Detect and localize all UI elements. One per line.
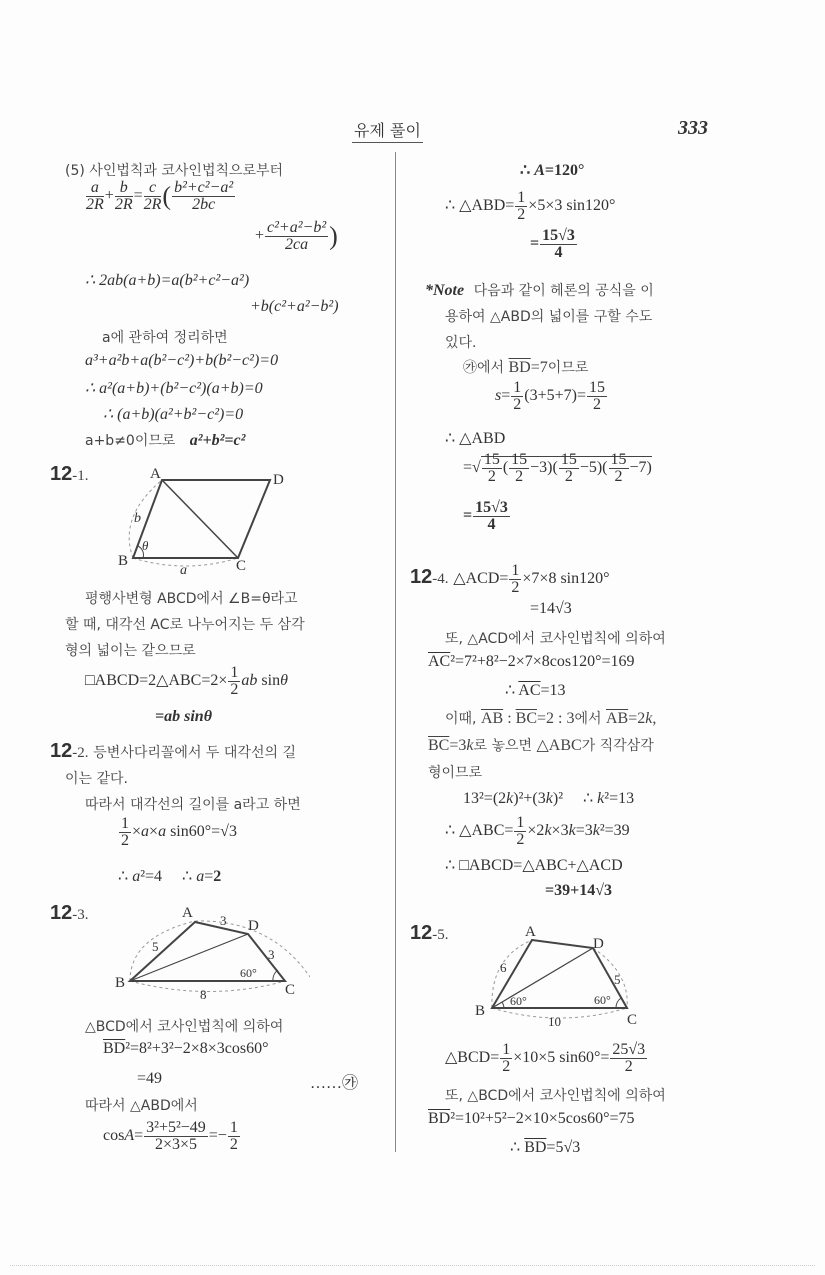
- part-label: (5): [65, 163, 85, 179]
- p12-5-eq2: $\overline{BD}^2=10^2+5^2-2\times 10\times 5\cos 60^\circ=75$: [428, 1110, 635, 1127]
- problem-number: 12: [50, 463, 73, 485]
- svg-text:3: 3: [268, 947, 275, 962]
- eq3: a³+a²b+a(b²−c²)+b(b²−c²)=0: [85, 352, 279, 369]
- problem-12-5-label: [410, 922, 449, 945]
- svg-text:60°: 60°: [240, 966, 257, 980]
- svg-text:3: 3: [220, 913, 227, 928]
- eq-2ab-cont: +b(c²+a²−b²): [250, 298, 339, 315]
- quadrilateral-figure-12-5: [470, 918, 640, 1030]
- problem-sub: -3.: [72, 907, 89, 923]
- p12-4-eq4: ∴ $\overline{AC}=13$: [505, 682, 566, 699]
- svg-text:C: C: [236, 558, 247, 574]
- svg-text:60°: 60°: [510, 994, 527, 1008]
- p12-5-text1: 또, △BCD에서 코사인법칙에 의하여: [445, 1088, 666, 1104]
- p12-4-text1: 또, △ACD에서 코사인법칙에 의하여: [445, 631, 666, 647]
- svg-text:D: D: [593, 936, 604, 952]
- heron-result: = $\frac{15√3}{4}$: [463, 499, 508, 533]
- note-text3: 있다.: [445, 335, 477, 351]
- quadrilateral-figure-12-3: [110, 897, 310, 1002]
- p12-2-eq1: $\frac{1}{2}$ ×a×a sin60°=√3: [121, 815, 237, 849]
- problem-12-4-label: [410, 563, 610, 596]
- p12-1-text1: 평행사변형 ABCD에서 ∠B=θ라고: [85, 591, 298, 607]
- p12-5-eq1: △BCD= $\frac{1}{2}$ ×10×5 sin60°= $\frac{25√3}{2}$: [445, 1041, 646, 1075]
- eq-area-ABD: ∴ △ABD= $\frac{1}{2}$ ×5×3 sin120°: [445, 189, 616, 223]
- p12-5-eq3: ∴ $\overline{BD}=5√3$: [510, 1139, 581, 1156]
- p12-4-eq6: ∴ △ABC= $\frac{1}{2}$ ×2k×3k=3k²=39: [445, 814, 630, 848]
- column-divider: [395, 152, 396, 1152]
- problem-sub: -2.: [72, 745, 89, 761]
- eq4: ∴ a²(a+b)+(b²−c²)(a+b)=0: [85, 380, 263, 397]
- heron-formula: =√ $\frac{15}{2}$ ( $\frac{15}{2}$ −3)( $\frac{15}{2}$ −5)( $\frac{15}{2}$ −7): [463, 451, 652, 485]
- svg-text:10: 10: [548, 1014, 561, 1029]
- eq5: ∴ (a+b)(a²+b²−c²)=0: [103, 406, 244, 423]
- conclusion-line: [85, 430, 245, 450]
- p12-3-eq2: =49: [137, 1070, 163, 1087]
- svg-text:6: 6: [500, 960, 507, 975]
- eq-2ab: ∴ 2ab(a+b)=a(b²+c²−a²): [85, 272, 250, 289]
- problem-number: 12: [50, 902, 73, 924]
- page-number: 333: [678, 117, 708, 139]
- p12-3-eq3: cosA= $\frac{\text{3²+5²−49}}{2\times 3\times 5}$ =− $\frac{1}{2}$: [103, 1119, 238, 1153]
- svg-text:C: C: [285, 982, 296, 998]
- note-text2: 용하여 △ABD의 넓이를 구할 수도: [445, 309, 653, 325]
- svg-text:b: b: [134, 511, 141, 526]
- p12-4-text2: 이때, $\overline{AB}$ : $\overline{BC}=2$ : 3에서 $\overline{AB}=2k$,: [445, 710, 657, 727]
- p12-4-eq7: ∴ □ABCD=△ABC+△ACD: [445, 857, 623, 874]
- problem-12-3-label: [50, 902, 89, 925]
- problem-12-1-label: [50, 463, 89, 486]
- law-equation: $\frac{a}{2R}$ + $\frac{b}{2R}$ = $\frac{c}{2R}$ ( $\frac{\text{b²+c²−a²}}{2bc}$: [86, 179, 234, 213]
- p12-3-eq1: $\overline{BD}^2=8^2+3^2-2\times 8\times 3\cos 60^\circ$: [103, 1040, 269, 1057]
- svg-text:8: 8: [200, 987, 207, 1002]
- p12-4-eq5: 13²=(2k)²+(3k)² ∴ k²=13: [463, 790, 635, 807]
- p12-4-text3: $\overline{BC}=3k$로 놓으면 △ABC가 직각삼각: [428, 737, 654, 754]
- p12-2-text1: 등변사다리꼴에서 두 대각선의 길: [93, 745, 296, 761]
- p12-4-eq1: △ACD= $\frac{1}{2}$ ×7×8 sin120°: [453, 562, 610, 596]
- p12-3-text2: 따라서 △ABD에서: [85, 1098, 198, 1114]
- p12-2-text3: 따라서 대각선의 길이를 a라고 하면: [85, 797, 301, 813]
- part5-intro: [65, 160, 283, 180]
- problem-sub: -4.: [432, 571, 449, 588]
- svg-text:A: A: [525, 924, 536, 940]
- problem-number: 12: [50, 740, 73, 762]
- heron-s: s= $\frac{1}{2}$ (3+5+7)= $\frac{15}{2}$: [495, 379, 605, 413]
- p12-2-text2: 이는 같다.: [65, 771, 128, 787]
- svg-text:60°: 60°: [594, 993, 611, 1007]
- p12-2-eq2: ∴ a²=4 ∴ a=2: [118, 868, 222, 885]
- p12-4-eq8: =39+14√3: [545, 882, 613, 899]
- p12-4-eq3: $\overline{AC}^2=7^2+8^2-2\times 7\times 8\cos 120^\circ=169$: [428, 653, 635, 670]
- svg-text:5: 5: [152, 939, 159, 954]
- p12-1-eq2: =ab sinθ: [155, 708, 212, 725]
- p12-1-eq1: □ABCD=2△ABC=2× $\frac{1}{2}$ ab sinθ: [85, 664, 288, 698]
- law-equation-cont: + $\frac{\text{c²+a²−b²}}{2ca}$ ): [255, 219, 338, 253]
- svg-text:θ: θ: [142, 538, 149, 553]
- problem-12-2-label: [50, 740, 296, 763]
- arrange-text: a에 관하여 정리하면: [102, 330, 228, 346]
- problem-number: 12: [410, 566, 433, 589]
- svg-text:B: B: [118, 553, 129, 569]
- problem-sub: -1.: [72, 468, 89, 484]
- note-text1: 다음과 같이 헤론의 공식을 이: [473, 283, 654, 299]
- svg-text:a: a: [180, 563, 187, 574]
- svg-text:A: A: [150, 466, 161, 482]
- eq-area-ABD-result: = $\frac{15√3}{4}$: [530, 227, 575, 261]
- svg-text:A: A: [182, 905, 193, 921]
- svg-text:C: C: [627, 1012, 638, 1028]
- conclusion: a²+b²=c²: [189, 432, 246, 449]
- p12-3-text1: △BCD에서 코사인법칙에 의하여: [85, 1019, 284, 1035]
- svg-text:5: 5: [614, 972, 621, 987]
- parallelogram-figure: [110, 462, 300, 574]
- svg-text:B: B: [115, 975, 126, 991]
- svg-text:D: D: [273, 472, 284, 488]
- svg-text:B: B: [475, 1003, 486, 1019]
- problem-number: 12: [410, 922, 433, 944]
- note-text4: ㉮에서 $\overline{BD}=7$이므로: [463, 359, 589, 376]
- note-line1: [425, 280, 654, 300]
- section-title: 유제 풀이: [352, 118, 423, 143]
- p12-4-eq2: =14√3: [530, 600, 572, 617]
- footer-rule: [10, 1265, 815, 1267]
- conclusion-prefix: a+b≠0이므로: [85, 433, 176, 449]
- marker-ga: ……㉮: [310, 1075, 359, 1092]
- eq-A-120: ∴ A=120°: [520, 162, 585, 179]
- heron-label: ∴ △ABD: [445, 430, 506, 447]
- note-label: *Note: [425, 282, 465, 299]
- svg-text:D: D: [248, 918, 259, 934]
- p12-1-text2: 할 때, 대각선 AC로 나누어지는 두 삼각: [65, 617, 305, 633]
- problem-sub: -5.: [432, 927, 449, 943]
- intro-text: 사인법칙과 코사인법칙으로부터: [89, 163, 284, 179]
- p12-4-text4: 형이므로: [428, 765, 483, 781]
- p12-1-text3: 형의 넓이는 같으므로: [65, 643, 196, 659]
